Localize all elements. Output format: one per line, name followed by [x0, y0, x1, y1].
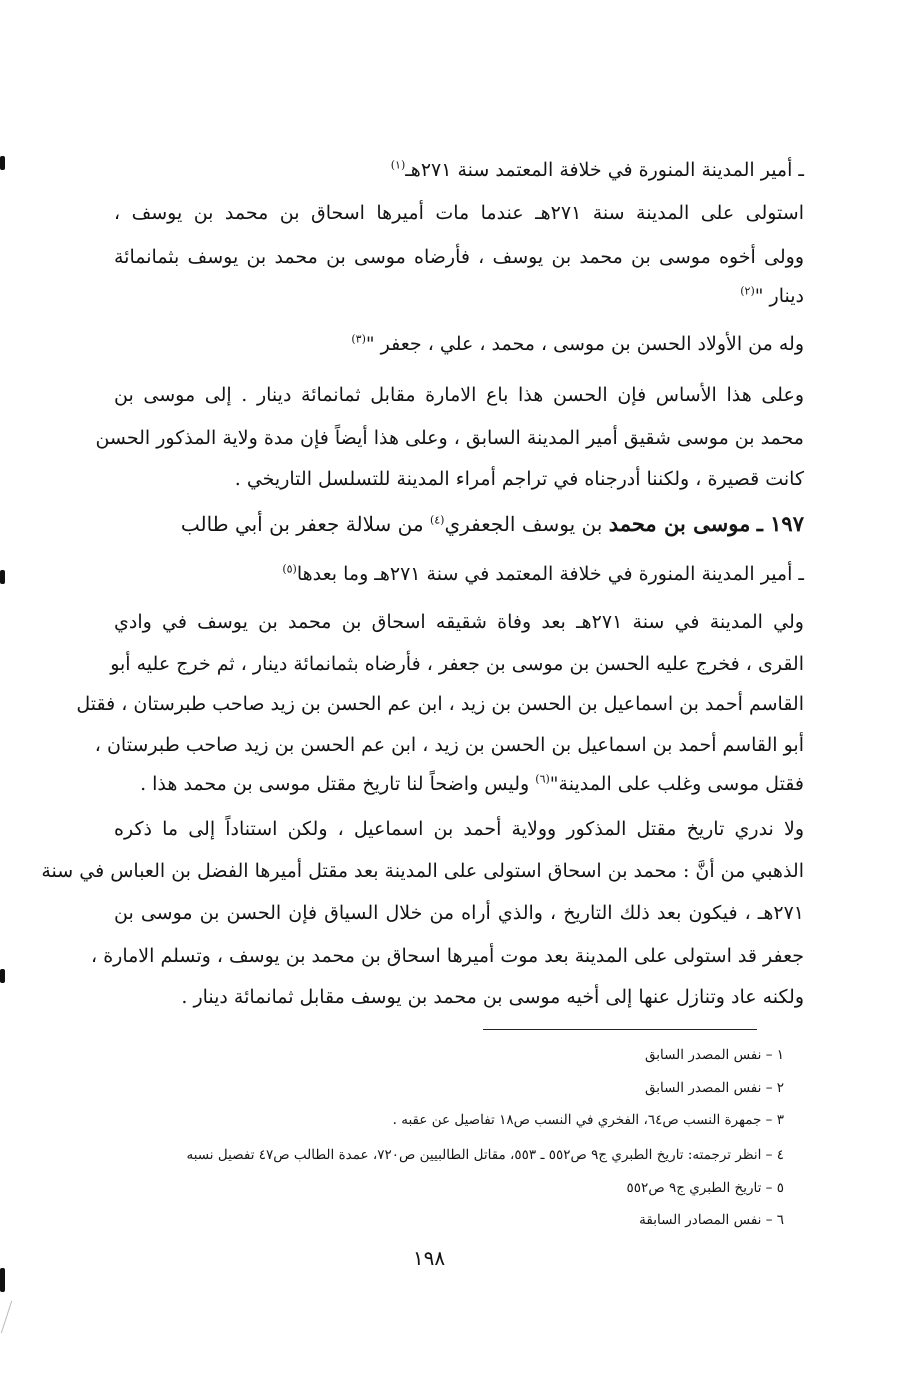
paragraph-line: ٢٧١هـ ، فيكون بعد ذلك التاريخ ، والذي أراه من خلال السياق فإن الحسن بن موسى بن	[114, 902, 804, 924]
paragraph-line: ولي المدينة في سنة ٢٧١هـ بعد وفاة شقيقه اسحاق بن محمد بن يوسف في وادي	[114, 611, 804, 633]
paragraph-line: الذهبي من أنَّ : محمد بن اسحاق استولى على المدينة بعد مقتل أميرها الفضل بن العباس في سنة	[41, 860, 804, 882]
paragraph-line: كانت قصيرة ، ولكننا أدرجناه في تراجم أمراء المدينة للتسلسل التاريخي .	[234, 468, 804, 490]
paragraph-line	[114, 282, 804, 310]
entry-lineage: من سلالة جعفر بن أبي طالب	[180, 512, 430, 536]
entry-number: ١٩٧ ـ	[756, 511, 804, 536]
footnote: ١ – نفس المصدر السابق	[645, 1047, 784, 1063]
paragraph-text: فقتل موسى وغلب على المدينة"	[549, 773, 804, 795]
paragraph-text: وليس واضحاً لنا تاريخ مقتل موسى بن محمد هذا .	[140, 773, 536, 795]
scan-mark	[0, 156, 5, 170]
page-number: ١٩٨	[412, 1246, 446, 1270]
footnote-ref: (٤)	[429, 513, 445, 527]
children-line	[114, 330, 804, 358]
footnote: ٣ – جمهرة النسب ص٦٤، الفخري في النسب ص١٨ تفاصيل عن عقبه .	[392, 1112, 784, 1128]
footnote: ٦ – نفس المصادر السابقة	[639, 1212, 784, 1228]
paragraph-line: وعلى هذا الأساس فإن الحسن هذا باع الامارة مقابل ثمانمائة دينار . إلى موسى بن	[114, 384, 804, 406]
footnote-ref: (٦)	[535, 772, 550, 786]
footnote-ref: (٥)	[282, 562, 297, 576]
entry-heading-197	[114, 510, 804, 538]
children-text: وله من الأولاد الحسن بن موسى ، محمد ، علي ، جعفر "	[365, 333, 804, 355]
office-text: ـ أمير المدينة المنورة في خلافة المعتمد في سنة ٢٧١هـ وما بعدها	[296, 563, 804, 585]
paragraph-line: جعفر قد استولى على المدينة بعد موت أميرها اسحاق بن محمد بن يوسف ، وتسلم الامارة ،	[91, 945, 804, 967]
footnote: ٢ – نفس المصدر السابق	[645, 1080, 784, 1096]
footnote-ref: (٢)	[740, 284, 755, 298]
scan-mark	[0, 570, 5, 584]
footnote-ref: (٣)	[351, 332, 366, 346]
paragraph-line: أبو القاسم أحمد بن اسماعيل بن الحسن بن زيد ، ابن عم الحسن بن زيد صاحب طبرستان ،	[94, 734, 804, 756]
paragraph-line: محمد بن موسى شقيق أمير المدينة السابق ، وعلى هذا أيضاً فإن مدة ولاية المذكور الحسن	[95, 427, 804, 449]
entry-name: موسى بن محمد	[608, 511, 751, 536]
paragraph-line: وولى أخوه موسى بن محمد بن يوسف ، فأرضاه موسى بن محمد بن يوسف بثمانمائة	[114, 246, 804, 268]
office-text: ـ أمير المدينة المنورة في خلافة المعتمد سنة ٢٧١هـ	[405, 159, 804, 181]
footnote-ref: (١)	[390, 158, 406, 172]
paragraph-line: استولى على المدينة سنة ٢٧١هـ عندما مات أميرها اسحاق بن محمد بن يوسف ،	[114, 202, 804, 224]
entry-name-rest: بن يوسف الجعفري	[444, 512, 609, 536]
scan-mark	[0, 1268, 5, 1292]
paragraph-text: دينار "	[754, 285, 804, 307]
footnote: ٤ – انظر ترجمته: تاريخ الطبري ج٩ ص٥٥٢ ـ ٥٥٣، مقاتل الطالبيين ص٧٢٠، عمدة الطالب ص٤٧ تفصيل نسبه	[186, 1147, 784, 1163]
paragraph-line	[114, 770, 804, 798]
footnote: ٥ – تاريخ الطبري ج٩ ص٥٥٢	[626, 1180, 784, 1196]
paragraph-line: القاسم أحمد بن اسماعيل بن الحسن بن زيد ، ابن عم الحسن بن زيد صاحب طبرستان ، فقتل	[76, 693, 804, 715]
paragraph-line: ولا ندري تاريخ مقتل المذكور وولاية أحمد بن اسماعيل ، ولكن استناداً إلى ما ذكره	[114, 818, 804, 840]
office-line-196	[114, 156, 804, 184]
paragraph-line: القرى ، فخرج عليه الحسن بن موسى بن جعفر ، فأرضاه بثمانمائة دينار ، ثم خرج عليه أبو	[110, 653, 804, 675]
office-line-197	[114, 560, 804, 588]
paragraph-line: ولكنه عاد وتنازل عنها إلى أخيه موسى بن محمد بن يوسف مقابل ثمانمائة دينار .	[181, 986, 804, 1008]
footnote-separator	[483, 1029, 757, 1030]
scan-mark	[0, 969, 5, 983]
